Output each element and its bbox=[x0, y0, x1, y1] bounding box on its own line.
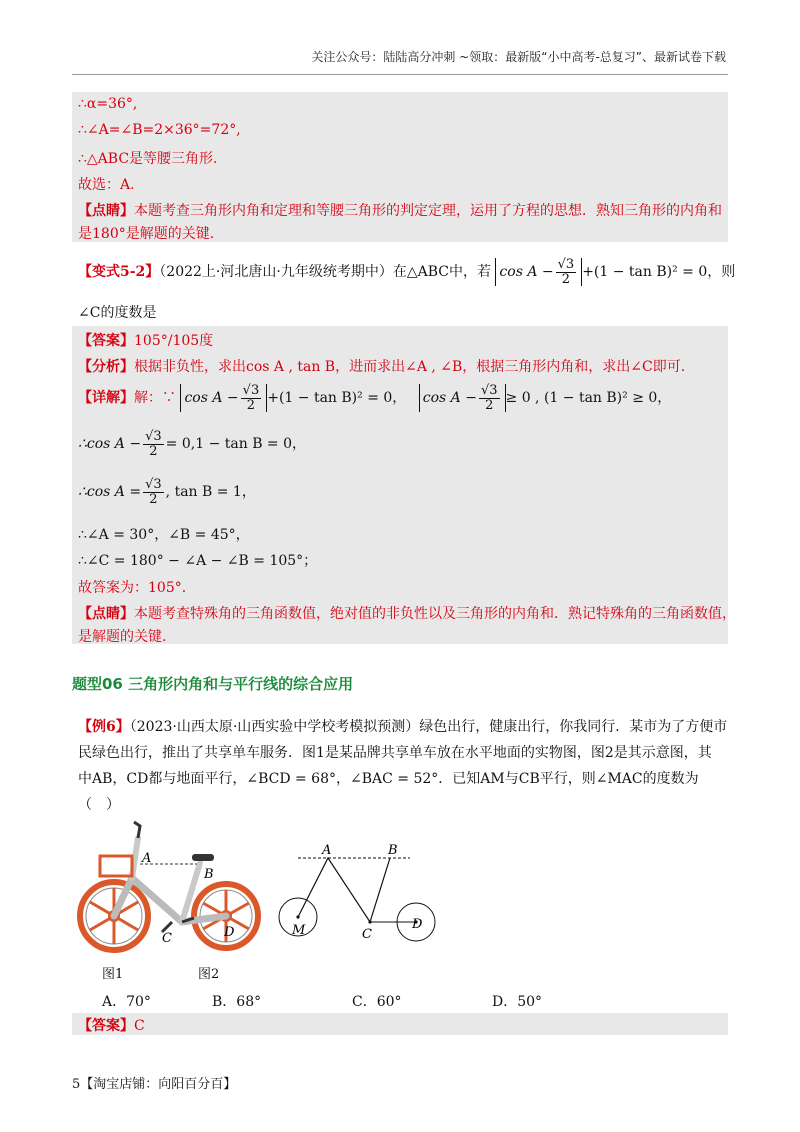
example-line-3: 中AB，CD都与地面平行，∠BCD = 68°，∠BAC = 52°．已知AM与CB平行，则∠MAC的度数为 bbox=[78, 771, 699, 787]
step-5: 故答案为：105°. bbox=[78, 580, 187, 596]
note-line-2: 是180°是解题的关键. bbox=[78, 226, 215, 242]
fraction: $\frac{√3}{2}$ bbox=[557, 257, 575, 287]
figure-1-caption: 图1 bbox=[102, 967, 124, 982]
photo-label-b: B bbox=[204, 867, 214, 882]
diagram-label-c: C bbox=[362, 927, 372, 942]
step-3: ∴∠A = 30°，∠B = 45°， bbox=[78, 527, 250, 543]
example-line-1: 【例6】（2023·山西太原·山西实验中学校考模拟预测）绿色出行，健康出行，你我同行．某市为了方便市 bbox=[78, 719, 728, 735]
option-c: C．60° bbox=[352, 994, 402, 1010]
photo-label-a: A bbox=[142, 851, 152, 866]
tag-variant: 【变式5-2】 bbox=[78, 264, 160, 281]
variant-question-line-2: ∠C的度数是 bbox=[78, 305, 157, 321]
diagram-label-m: M bbox=[292, 923, 306, 938]
analysis-line: 【分析】根据非负性，求出cos A , tan B，进而求出∠A , ∠B，根据三角形内角和，求出∠C即可. bbox=[78, 359, 686, 375]
page-footer bbox=[72, 1073, 236, 1092]
example-answer-block bbox=[72, 1013, 728, 1035]
section-title: 题型06 三角形内角和与平行线的综合应用 bbox=[72, 675, 354, 693]
example-line-2: 民绿色出行，推出了共享单车服务．图1是某品牌共享单车放在水平地面的实物图，图2是其示意图，其 bbox=[78, 745, 712, 761]
option-d: D．50° bbox=[492, 994, 543, 1010]
step-4: ∴∠C = 180° − ∠A − ∠B = 105°； bbox=[78, 553, 318, 569]
abs-expression: cos A − $\frac{√3}{2}$ bbox=[495, 258, 582, 286]
page-header: 关注公众号：陆陆高分冲刺 ~领取：最新版“小中高考-总复习”、最新试卷下载 bbox=[311, 50, 726, 64]
tag-dianjing: 【点睛】 bbox=[78, 203, 134, 219]
example-line-4: （ ） bbox=[78, 797, 120, 813]
variant-question: 【变式5-2】（2022上·河北唐山·九年级统考期中）在△ABC中，若 cos A − $\frac{√3}{2}$ +(1 − tan B)² = 0，则 bbox=[78, 257, 736, 287]
note-line-1: 【点睛】本题考查特殊角的三角函数值，绝对值的非负性以及三角形的内角和．熟记特殊角的三角函数值， bbox=[78, 606, 736, 622]
detail-line: 【详解】解：∵ cos A − $\frac{√3}{2}$ +(1 − tan B)² = 0， cos A − $\frac{√3}{2}$ ≥ 0 , (1 − tan B)² ≥ 0， bbox=[78, 383, 672, 413]
diagram-label-b: B bbox=[388, 843, 398, 858]
solution-block-top bbox=[72, 92, 728, 242]
page-number: 5 bbox=[72, 1077, 81, 1092]
example-answer: 【答案】C bbox=[78, 1018, 145, 1034]
solution-block-variant bbox=[72, 326, 736, 645]
diagram-label-d: D bbox=[412, 917, 423, 932]
schematic-diagram bbox=[276, 836, 446, 946]
photo-label-c: C bbox=[162, 931, 172, 946]
bike-photo bbox=[72, 818, 272, 958]
shop-name: 【淘宝店铺：向阳百分百】 bbox=[80, 1077, 237, 1092]
header-rule bbox=[72, 74, 728, 75]
answer-line: 【答案】105°/105度 bbox=[78, 333, 214, 349]
step-angles: ∴∠A=∠B=2×36°=72°, bbox=[78, 122, 241, 138]
note-line-2: 是解题的关键. bbox=[78, 629, 167, 645]
step-1: ∴cos A − $\frac{√3}{2}$ = 0,1 − tan B = 0， bbox=[78, 429, 307, 459]
frame-lines bbox=[298, 858, 390, 922]
option-a: A．70° bbox=[102, 994, 151, 1010]
step-isosceles: ∴△ABC是等腰三角形. bbox=[78, 151, 218, 167]
photo-label-d: D bbox=[224, 925, 235, 940]
note-line-1: 【点睛】本题考查三角形内角和定理和等腰三角形的判定定理，运用了方程的思想．熟知三角形的内角和 bbox=[78, 203, 722, 219]
step-choice: 故选：A. bbox=[78, 177, 135, 193]
option-b: B．68° bbox=[212, 994, 262, 1010]
step-alpha: ∴α=36°, bbox=[78, 96, 138, 112]
diagram-label-a: A bbox=[322, 843, 332, 858]
step-2: ∴cos A = $\frac{√3}{2}$ , tan B = 1， bbox=[78, 477, 256, 507]
figure-2-caption: 图2 bbox=[198, 967, 220, 982]
